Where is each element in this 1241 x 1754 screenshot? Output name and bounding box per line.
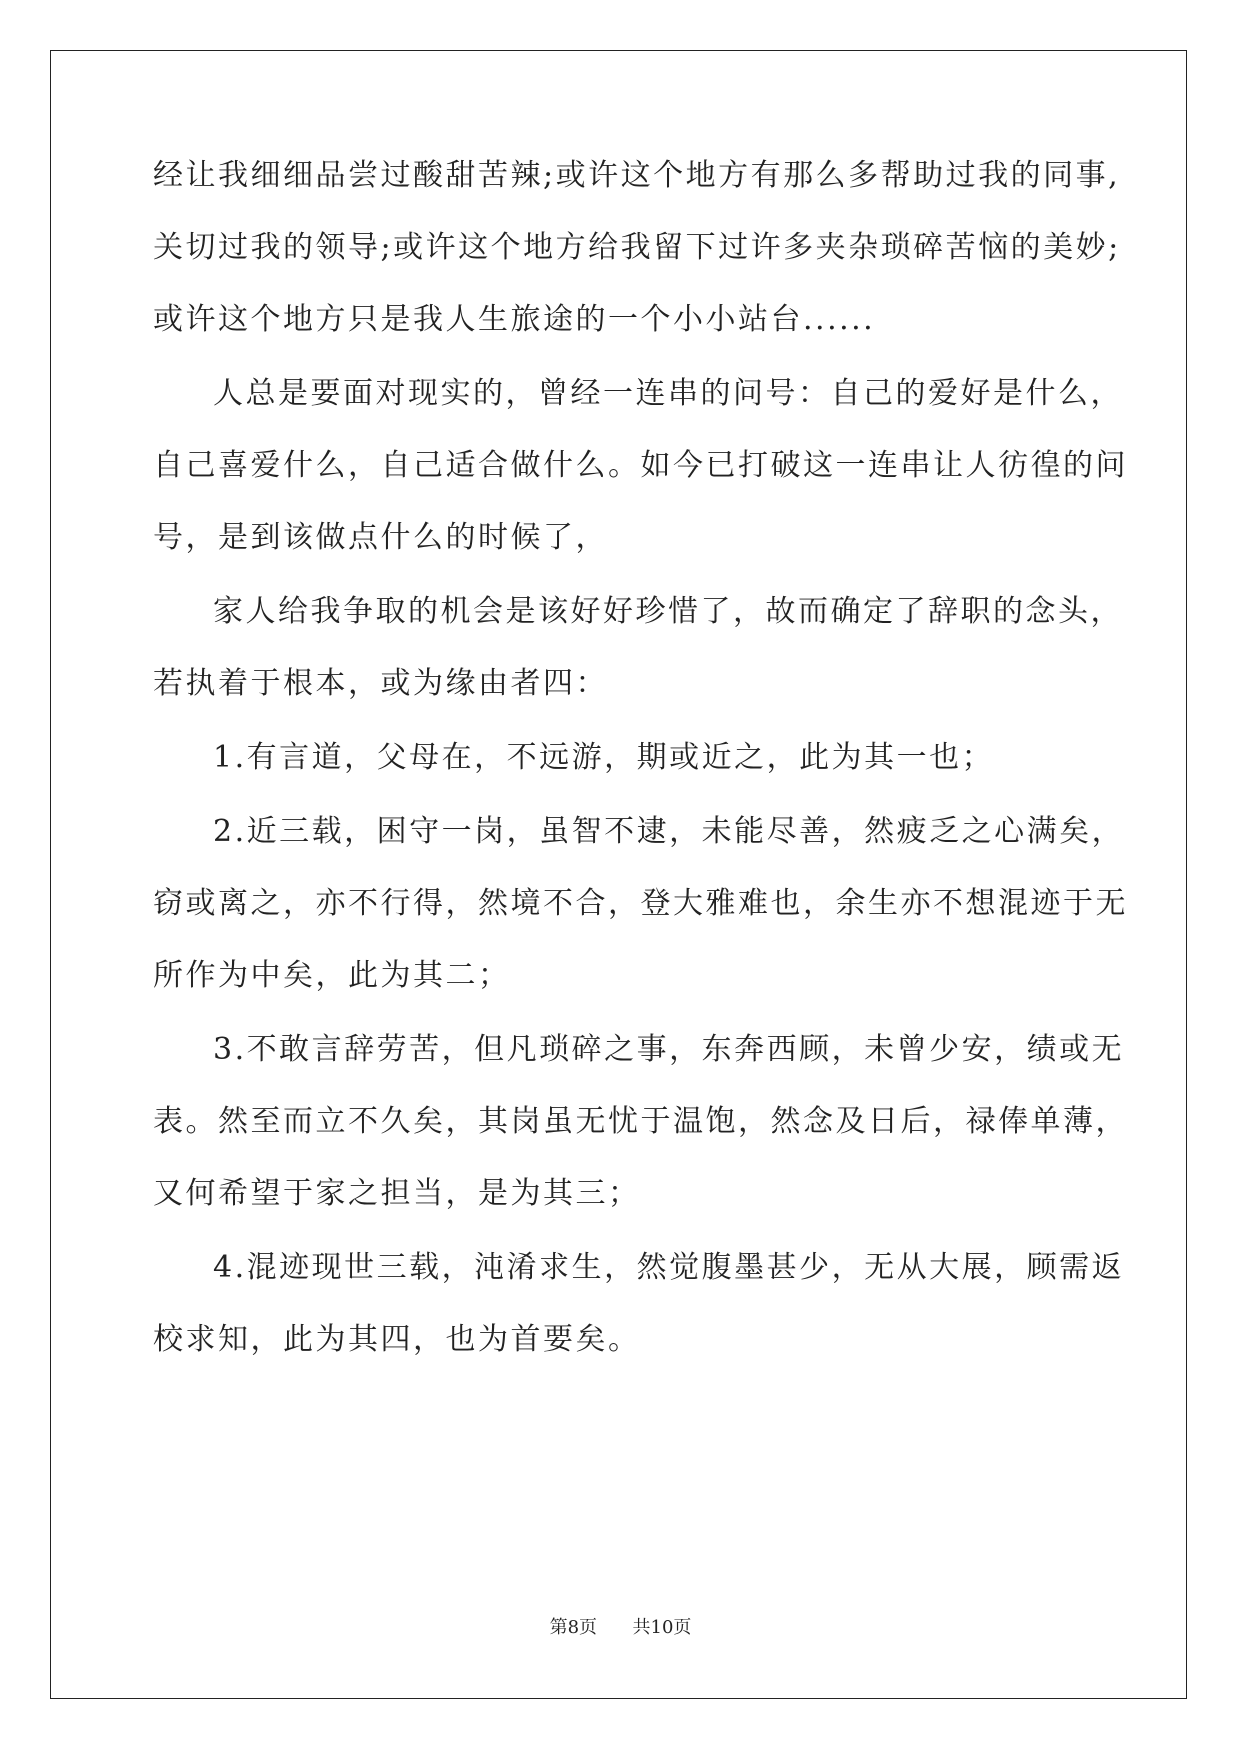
text-line: 表。然至而立不久矣，其岗虽无忧于温饱，然念及日后，禄俸单薄， [153,1104,1128,1139]
page-footer [0,1616,1241,1640]
paragraph-start-line: 人总是要面对现实的，曾经一连串的问号：自己的爱好是什么， [213,376,1123,411]
text-line: 又何希望于家之担当，是为其三； [153,1176,641,1211]
list-item-3: 3.不敢言辞劳苦，但凡琐碎之事，东奔西顾，未曾少安，绩或无 [213,1032,1125,1067]
text-line: 若执着于根本，或为缘由者四： [153,666,608,701]
paragraph-start-line: 家人给我争取的机会是该好好珍惜了，故而确定了辞职的念头， [213,594,1123,629]
text-line: 所作为中矣，此为其二； [153,958,511,993]
text-line: 窃或离之，亦不行得，然境不合，登大雅难也，余生亦不想混迹于无 [153,886,1128,921]
page-total: 共10页 [632,1617,692,1638]
list-item-4: 4.混迹现世三载，沌淆求生，然觉腹墨甚少，无从大展，顾需返 [213,1250,1125,1285]
text-line: 经让我细细品尝过酸甜苦辣;或许这个地方有那么多帮助过我的同事, [153,158,1121,193]
text-line: 号，是到该做点什么的时候了， [153,520,608,555]
text-line: 关切过我的领导;或许这个地方给我留下过许多夹杂琐碎苦恼的美妙; [153,230,1121,265]
list-item-1: 1.有言道，父母在，不远游，期或近之，此为其一也； [213,740,995,775]
text-line: 自己喜爱什么，自己适合做什么。如今已打破这一连串让人彷徨的问 [153,448,1128,483]
page-number: 第8页 [549,1617,598,1638]
text-line: 或许这个地方只是我人生旅途的一个小小站台...... [153,302,876,337]
text-line: 校求知，此为其四，也为首要矣。 [153,1322,641,1357]
page-border [50,50,1187,1699]
list-item-2: 2.近三载，困守一岗，虽智不逮，未能尽善，然疲乏之心满矣， [213,814,1125,849]
